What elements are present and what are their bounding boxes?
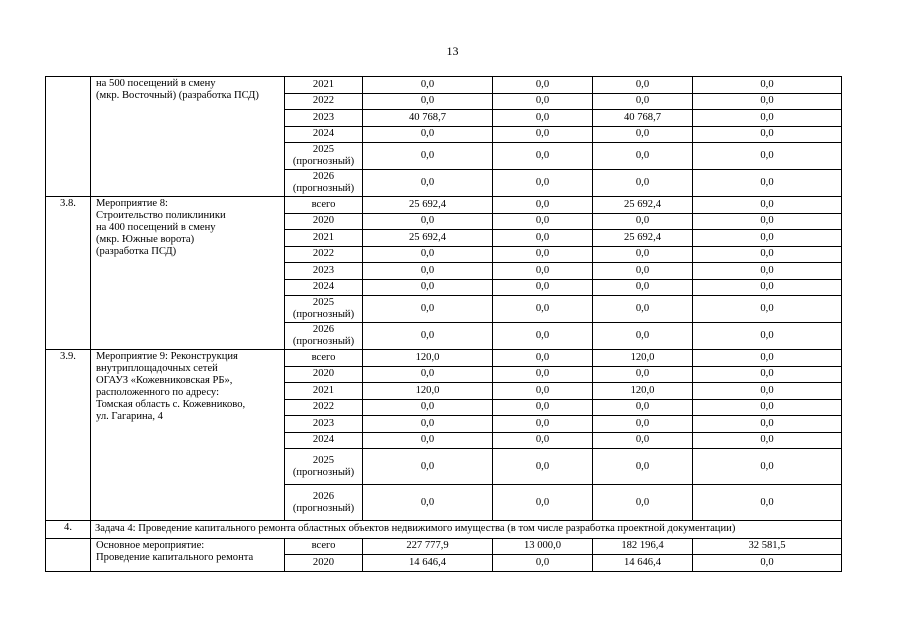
value-cell-2: 0,0: [493, 383, 593, 400]
value-cell-3: 0,0: [593, 449, 693, 485]
value-cell-1: 0,0: [363, 323, 493, 350]
value-cell-4: 0,0: [693, 449, 842, 485]
task-row: [46, 521, 842, 539]
value-cell-4: 0,0: [693, 279, 842, 296]
value-cell-2: 0,0: [493, 432, 593, 449]
value-cell-3: 0,0: [593, 213, 693, 230]
value-cell-1: 25 692,4: [363, 197, 493, 214]
year-cell: 2021: [285, 77, 363, 94]
value-cell-2: 0,0: [493, 485, 593, 521]
value-cell-3: 0,0: [593, 170, 693, 197]
value-cell-1: 25 692,4: [363, 230, 493, 247]
value-cell-1: 0,0: [363, 93, 493, 110]
value-cell-1: 0,0: [363, 366, 493, 383]
value-cell-4: 0,0: [693, 485, 842, 521]
year-cell: 2021: [285, 230, 363, 247]
value-cell-2: 0,0: [493, 170, 593, 197]
item-name: Мероприятие 8: Строительство поликлиники на 400 посещений в смену (мкр. Южные ворота) (разработка ПСД): [91, 197, 285, 350]
value-cell-4: 0,0: [693, 143, 842, 170]
value-cell-1: 14 646,4: [363, 555, 493, 572]
item-number: 3.8.: [46, 197, 91, 350]
value-cell-1: 0,0: [363, 170, 493, 197]
value-cell-3: 0,0: [593, 77, 693, 94]
task-text: Задача 4: Проведение капитального ремонта областных объектов недвижимого имущества (в том числе разработка проектной документации): [91, 521, 842, 539]
year-cell: 2025 (прогнозный): [285, 296, 363, 323]
value-cell-1: 120,0: [363, 383, 493, 400]
item-number: [46, 77, 91, 197]
year-cell: 2022: [285, 246, 363, 263]
value-cell-2: 0,0: [493, 416, 593, 433]
value-cell-4: 0,0: [693, 263, 842, 280]
value-cell-2: 13 000,0: [493, 538, 593, 555]
year-cell: 2020: [285, 366, 363, 383]
year-cell: 2023: [285, 263, 363, 280]
value-cell-2: 0,0: [493, 555, 593, 572]
item-name: на 500 посещений в смену (мкр. Восточный) (разработка ПСД): [91, 77, 285, 197]
year-cell: всего: [285, 350, 363, 367]
item-number: 3.9.: [46, 350, 91, 521]
item-name: Основное мероприятие: Проведение капитального ремонта: [91, 538, 285, 571]
value-cell-3: 40 768,7: [593, 110, 693, 127]
value-cell-3: 120,0: [593, 383, 693, 400]
table-row: [46, 350, 842, 367]
value-cell-3: 0,0: [593, 416, 693, 433]
year-cell: 2026 (прогнозный): [285, 485, 363, 521]
value-cell-3: 0,0: [593, 263, 693, 280]
value-cell-1: 0,0: [363, 246, 493, 263]
value-cell-3: 0,0: [593, 126, 693, 143]
value-cell-4: 0,0: [693, 555, 842, 572]
item-number: [46, 538, 91, 571]
value-cell-3: 25 692,4: [593, 230, 693, 247]
value-cell-3: 182 196,4: [593, 538, 693, 555]
value-cell-2: 0,0: [493, 230, 593, 247]
value-cell-2: 0,0: [493, 296, 593, 323]
year-cell: 2024: [285, 279, 363, 296]
value-cell-1: 40 768,7: [363, 110, 493, 127]
value-cell-4: 0,0: [693, 230, 842, 247]
value-cell-3: 0,0: [593, 323, 693, 350]
year-cell: 2023: [285, 110, 363, 127]
value-cell-2: 0,0: [493, 279, 593, 296]
year-cell: 2020: [285, 555, 363, 572]
table-row: [46, 538, 842, 555]
value-cell-4: 0,0: [693, 350, 842, 367]
value-cell-1: 0,0: [363, 432, 493, 449]
value-cell-1: 0,0: [363, 485, 493, 521]
value-cell-2: 0,0: [493, 77, 593, 94]
value-cell-1: 0,0: [363, 449, 493, 485]
year-cell: 2023: [285, 416, 363, 433]
value-cell-4: 0,0: [693, 296, 842, 323]
value-cell-3: 0,0: [593, 432, 693, 449]
value-cell-3: 0,0: [593, 399, 693, 416]
value-cell-1: 0,0: [363, 77, 493, 94]
value-cell-1: 0,0: [363, 279, 493, 296]
value-cell-2: 0,0: [493, 197, 593, 214]
value-cell-1: 0,0: [363, 296, 493, 323]
value-cell-3: 120,0: [593, 350, 693, 367]
value-cell-2: 0,0: [493, 323, 593, 350]
table-body: [46, 77, 842, 572]
year-cell: 2022: [285, 399, 363, 416]
year-cell: 2024: [285, 126, 363, 143]
value-cell-4: 0,0: [693, 246, 842, 263]
value-cell-4: 0,0: [693, 110, 842, 127]
value-cell-3: 0,0: [593, 246, 693, 263]
value-cell-2: 0,0: [493, 213, 593, 230]
task-number: 4.: [46, 521, 91, 539]
value-cell-1: 0,0: [363, 416, 493, 433]
value-cell-4: 0,0: [693, 77, 842, 94]
value-cell-4: 0,0: [693, 170, 842, 197]
value-cell-4: 0,0: [693, 323, 842, 350]
value-cell-3: 0,0: [593, 296, 693, 323]
value-cell-4: 0,0: [693, 366, 842, 383]
value-cell-4: 0,0: [693, 126, 842, 143]
value-cell-2: 0,0: [493, 263, 593, 280]
budget-table: [45, 76, 842, 572]
value-cell-3: 0,0: [593, 143, 693, 170]
value-cell-1: 120,0: [363, 350, 493, 367]
value-cell-2: 0,0: [493, 449, 593, 485]
value-cell-4: 32 581,5: [693, 538, 842, 555]
value-cell-4: 0,0: [693, 197, 842, 214]
value-cell-3: 0,0: [593, 279, 693, 296]
year-cell: 2026 (прогнозный): [285, 323, 363, 350]
year-cell: всего: [285, 197, 363, 214]
year-cell: 2026 (прогнозный): [285, 170, 363, 197]
year-cell: 2020: [285, 213, 363, 230]
value-cell-3: 14 646,4: [593, 555, 693, 572]
table-row: [46, 197, 842, 214]
year-cell: 2025 (прогнозный): [285, 449, 363, 485]
value-cell-4: 0,0: [693, 432, 842, 449]
value-cell-2: 0,0: [493, 366, 593, 383]
value-cell-2: 0,0: [493, 126, 593, 143]
year-cell: всего: [285, 538, 363, 555]
value-cell-2: 0,0: [493, 350, 593, 367]
value-cell-3: 0,0: [593, 93, 693, 110]
item-name: Мероприятие 9: Реконструкция внутриплощадочных сетей ОГАУЗ «Кожевниковская РБ», расположенного по адресу: Томская область с. Кожевниково, ул. Гагарина, 4: [91, 350, 285, 521]
value-cell-4: 0,0: [693, 213, 842, 230]
value-cell-1: 0,0: [363, 143, 493, 170]
value-cell-1: 0,0: [363, 126, 493, 143]
year-cell: 2025 (прогнозный): [285, 143, 363, 170]
value-cell-1: 0,0: [363, 213, 493, 230]
value-cell-2: 0,0: [493, 93, 593, 110]
value-cell-4: 0,0: [693, 416, 842, 433]
value-cell-1: 0,0: [363, 399, 493, 416]
year-cell: 2022: [285, 93, 363, 110]
value-cell-1: 0,0: [363, 263, 493, 280]
value-cell-3: 0,0: [593, 366, 693, 383]
value-cell-2: 0,0: [493, 143, 593, 170]
value-cell-2: 0,0: [493, 110, 593, 127]
year-cell: 2021: [285, 383, 363, 400]
value-cell-1: 227 777,9: [363, 538, 493, 555]
value-cell-4: 0,0: [693, 383, 842, 400]
value-cell-3: 0,0: [593, 485, 693, 521]
year-cell: 2024: [285, 432, 363, 449]
value-cell-4: 0,0: [693, 93, 842, 110]
value-cell-4: 0,0: [693, 399, 842, 416]
page-number: 13: [446, 44, 459, 58]
value-cell-2: 0,0: [493, 246, 593, 263]
table-row: [46, 77, 842, 94]
value-cell-2: 0,0: [493, 399, 593, 416]
value-cell-3: 25 692,4: [593, 197, 693, 214]
